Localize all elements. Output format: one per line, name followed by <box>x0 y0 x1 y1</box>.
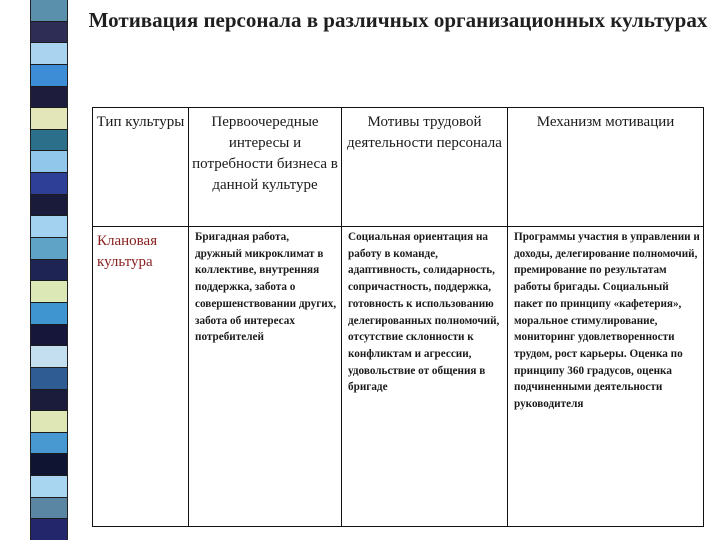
strip-band <box>31 108 67 130</box>
culture-type-label: Клановая культура <box>97 233 158 270</box>
strip-band <box>31 0 67 22</box>
strip-band <box>31 325 67 347</box>
strip-band <box>31 22 67 44</box>
strip-band <box>31 87 67 109</box>
strip-band <box>31 303 67 325</box>
strip-band <box>31 173 67 195</box>
header-cell-motivation-mechanism <box>508 108 704 227</box>
strip-band <box>31 498 67 520</box>
header-work-motives: Мотивы трудовой деятельности персонала <box>347 114 502 151</box>
header-cell-work-motives <box>342 108 508 227</box>
motivation-table <box>92 107 704 527</box>
strip-band <box>31 43 67 65</box>
strip-band <box>31 390 67 412</box>
strip-band <box>31 476 67 498</box>
strip-band <box>31 368 67 390</box>
header-cell-culture-type <box>93 108 189 227</box>
header-motivation-mechanism: Механизм мотивации <box>536 114 675 130</box>
work-motives-cell <box>342 227 508 527</box>
header-business-interests: Первоочередные интересы и потребности бизнеса в данной культуре <box>192 114 338 193</box>
strip-band <box>31 65 67 87</box>
strip-band <box>31 151 67 173</box>
business-interests-text: Бригадная работа, дружный микроклимат в коллективе, внутренняя поддержка, забота о совершенствовании других, забота об интересах потребителей <box>195 231 337 344</box>
strip-band <box>31 260 67 282</box>
strip-band <box>31 216 67 238</box>
strip-band <box>31 519 67 540</box>
strip-band <box>31 195 67 217</box>
strip-band <box>31 238 67 260</box>
motivation-mechanism-text: Программы участия в управлении и доходы, делегирование полномочий, премирование по результатам работы бригады. Социальный пакет по принципу «кафетерия», моральное стимулирование, мониторинг удовлетворенности трудом, рост карьеры. Оценка по принципу 360 градусов, оценка подчиненными деятельности руководителя <box>514 231 700 411</box>
header-cell-business-interests <box>189 108 342 227</box>
strip-band <box>31 433 67 455</box>
culture-type-cell <box>93 227 189 527</box>
table-header-row <box>93 108 704 227</box>
business-interests-cell <box>189 227 342 527</box>
strip-band <box>31 454 67 476</box>
motivation-mechanism-cell <box>508 227 704 527</box>
work-motives-text: Социальная ориентация на работу в команде, адаптивность, солидарность, сопричастность, поддержка, готовность к использованию делегированных полномочий, отсутствие склонности к конфликтам и агрессии, удовольствие от общения в бригаде <box>348 231 500 394</box>
table-row <box>93 227 704 527</box>
strip-band <box>31 281 67 303</box>
decorative-color-strip <box>30 0 68 540</box>
strip-band <box>31 130 67 152</box>
slide-title: Мотивация персонала в различных организационных культурах <box>88 8 708 32</box>
strip-band <box>31 411 67 433</box>
header-culture-type: Тип культуры <box>96 114 185 130</box>
strip-band <box>31 346 67 368</box>
